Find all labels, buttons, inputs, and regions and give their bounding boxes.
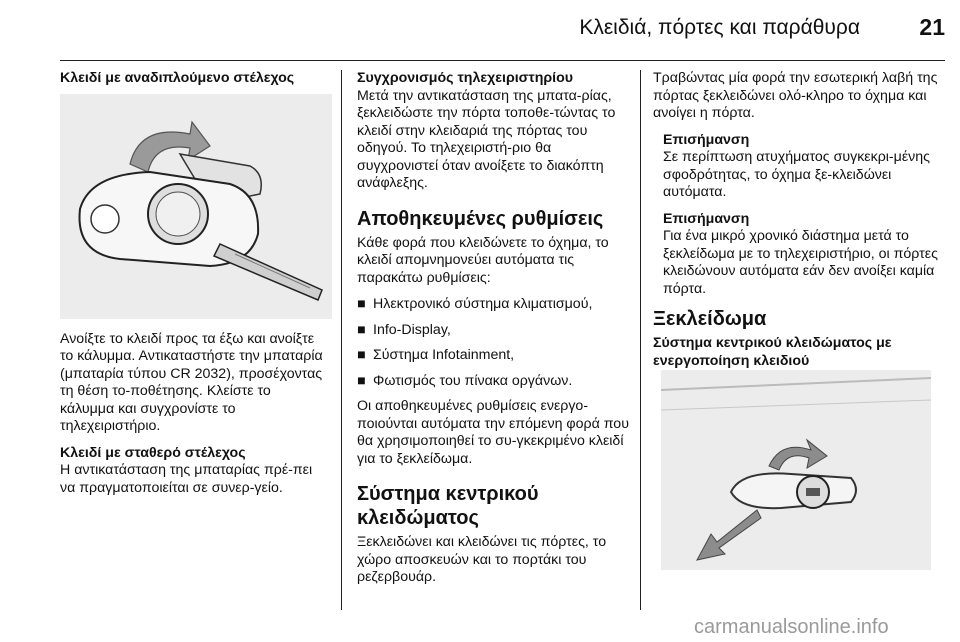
stored-settings-intro: Κάθε φορά που κλειδώνετε το όχημα, το κλειδί απομνημονεύει αυτόματα τις παρακάτω ρυθμίσεις:: [357, 234, 609, 286]
header-rule: [60, 60, 945, 61]
bullet-icon: ■: [357, 372, 366, 389]
sync-text: Μετά την αντικατάσταση της μπατα-ρίας, ξεκλειδώστε την πόρτα τοποθε-τώντας το κλειδί στην κλειδαριά της πόρτας του οδηγού. Το τηλεχειριστή-ριο θα συγχρονιστεί όταν ανοίξετε το διακόπτη ανάφλεξης.: [357, 87, 616, 191]
sync-heading: Συγχρονισμός τηλεχειριστηρίου: [357, 70, 574, 86]
unlocking-heading: Ξεκλείδωμα: [653, 308, 767, 330]
note-title: Επισήμανση: [663, 131, 750, 148]
column-1: [60, 70, 328, 506]
inner-handle-text: Τραβώντας μία φορά την εσωτερική λαβή της πόρτας ξεκλειδώνει ολό-κληρο το όχημα και ανοίγει η πόρτα.: [653, 70, 938, 121]
central-locking-text: Ξεκλειδώνει και κλειδώνει τις πόρτες, το χώρο αποσκευών και το πορτάκι του ρεζερβουάρ.: [357, 534, 607, 585]
key-battery-illustration: [60, 94, 332, 319]
note-accident: [663, 132, 948, 202]
list-item: ■ Ηλεκτρονικό σύστημα κλιματισμού,: [357, 296, 593, 312]
bullet-icon: ■: [357, 296, 366, 312]
bullet-icon: ■: [357, 347, 366, 363]
list-item: ■ Info-Display,: [357, 321, 451, 338]
key-central-locking-subheading: Σύστημα κεντρικού κλειδώματος με ενεργοποίηση κλειδιού: [653, 335, 892, 369]
column-divider: [341, 70, 342, 610]
fixed-key-text: Η αντικατάσταση της μπαταρίας πρέ-πει να πραγματοποιείται σε συνερ-γείο.: [60, 462, 313, 496]
stored-settings-heading: Αποθηκευμένες ρυθμίσεις: [357, 207, 604, 230]
door-handle-illustration: [661, 370, 931, 570]
note-title: Επισήμανση: [663, 210, 750, 227]
running-header-title: Κλειδιά, πόρτες και παράθυρα: [579, 16, 860, 39]
list-item: ■ Σύστημα Infotainment,: [357, 347, 515, 363]
note-text: Για ένα μικρό χρονικό διάστημα μετά το ξεκλείδωμα με το τηλεχειριστήριο, οι πόρτες κλειδώνουν αυτόματα εάν δεν ανοίξει καμία πόρτα.: [663, 228, 938, 297]
note-auto-relock: [663, 211, 948, 299]
stored-settings-list: [357, 296, 632, 390]
central-locking-heading: Σύστημα κεντρικού κλειδώματος: [357, 483, 539, 529]
column-2: [357, 70, 632, 596]
list-item: ■ Φωτισμός του πίνακα οργάνων.: [357, 372, 573, 389]
stored-settings-activation: Οι αποθηκευμένες ρυθμίσεις ενεργο-ποιούνται αυτόματα την επόμενη φορά που θα χρησιμοποιηθεί το συ-γκεκριμένο κλειδί για το ξεκλείδωμα.: [357, 398, 629, 467]
column-divider: [640, 70, 641, 610]
column-3: [653, 70, 948, 570]
folding-key-heading: Κλειδί με αναδιπλούμενο στέλεχος: [60, 70, 295, 86]
page-number: 21: [919, 14, 945, 40]
bullet-icon: ■: [357, 321, 366, 338]
fixed-key-heading: Κλειδί με σταθερό στέλεχος: [60, 444, 246, 461]
note-text: Σε περίπτωση ατυχήματος συγκεκρι-μένης σφοδρότητας, το όχημα ξε-κλειδώνει αυτόματα.: [663, 149, 930, 200]
watermark: carmanualsonline.info: [694, 616, 889, 638]
folding-key-instructions: Ανοίξτε το κλειδί προς τα έξω και ανοίξτε το κάλυμμα. Αντικαταστήστε την μπαταρία (μπαταρία τύπου CR 2032), προσέχοντας τη θέση το-ποθέτησης. Κλείστε το κάλυμμα και συγχρονίστε το τηλεχειριστήριο.: [60, 330, 323, 434]
